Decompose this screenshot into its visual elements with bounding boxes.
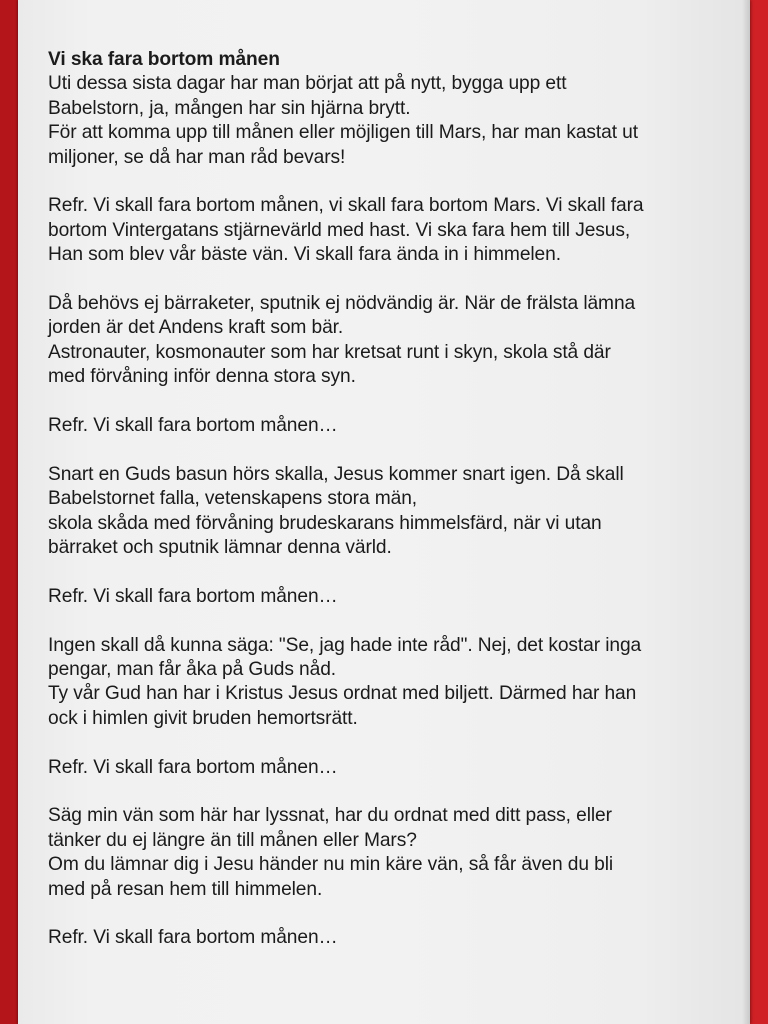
song-title: Vi ska fara bortom månen <box>48 49 280 70</box>
verse-5-line-4: med på resan hem till himmelen. <box>48 878 323 900</box>
stanza-gap <box>48 560 724 584</box>
verse-2-line-4: med förvåning inför denna stora syn. <box>48 366 356 388</box>
stanza-gap <box>48 731 724 755</box>
verse-5-line-3: Om du lämnar dig i Jesu händer nu min käre vän, så får även du bli <box>48 854 614 876</box>
verse-1-line-2: Babelstorn, ja, mången har sin hjärna brytt. <box>48 97 411 119</box>
song-text <box>48 48 724 951</box>
verse-3-line-3: skola skåda med förvåning brudeskarans himmelsfärd, när vi utan <box>48 512 602 534</box>
stanza-gap <box>48 170 724 194</box>
stanza-gap <box>48 609 724 633</box>
stanza-gap <box>48 902 724 926</box>
verse-1-line-1: Uti dessa sista dagar har man börjat att på nytt, bygga upp ett <box>48 73 567 95</box>
verse-3-line-1: Snart en Guds basun hörs skalla, Jesus kommer snart igen. Då skall <box>48 463 624 485</box>
page-edge-shadow <box>742 0 750 1024</box>
stanza-gap <box>48 438 724 462</box>
verse-1-line-3: För att komma upp till månen eller möjligen till Mars, har man kastat ut <box>48 122 638 144</box>
verse-5-line-1: Säg min vän som här har lyssnat, har du ordnat med ditt pass, eller <box>48 805 612 827</box>
verse-3-line-4: bärraket och sputnik lämnar denna värld. <box>48 537 392 559</box>
verse-4-line-1: Ingen skall då kunna säga: "Se, jag hade inte råd". Nej, det kostar inga <box>48 634 642 656</box>
verse-1-line-4: miljoner, se då har man råd bevars! <box>48 146 346 168</box>
verse-2-line-2: jorden är det Andens kraft som bär. <box>48 317 344 339</box>
stanza-gap <box>48 268 724 292</box>
refrain-reference-2: Refr. Vi skall fara bortom månen… <box>48 585 338 607</box>
verse-2-line-3: Astronauter, kosmonauter som har kretsat runt i skyn, skola stå där <box>48 341 611 363</box>
refrain-reference-4: Refr. Vi skall fara bortom månen… <box>48 927 338 949</box>
verse-5-line-2: tänker du ej längre än till månen eller Mars? <box>48 829 417 851</box>
refrain-reference-1: Refr. Vi skall fara bortom månen… <box>48 415 338 437</box>
stanza-gap <box>48 780 724 804</box>
verse-4-line-2: pengar, man får åka på Guds nåd. <box>48 659 337 681</box>
verse-2-line-1: Då behövs ej bärraketer, sputnik ej nödvändig är. När de frälsta lämna <box>48 293 636 315</box>
stanza-gap <box>48 390 724 414</box>
chorus-line-1: Refr. Vi skall fara bortom månen, vi skall fara bortom Mars. Vi skall fara <box>48 195 644 217</box>
verse-3-line-2: Babelstornet falla, vetenskapens stora män, <box>48 488 418 510</box>
chorus-line-3: Han som blev vår bäste vän. Vi skall fara ända in i himmelen. <box>48 244 561 266</box>
chorus-line-2: bortom Vintergatans stjärnevärld med hast. Vi ska fara hem till Jesus, <box>48 219 631 241</box>
verse-4-line-3: Ty vår Gud han har i Kristus Jesus ordnat med biljett. Därmed har han <box>48 683 637 705</box>
refrain-reference-3: Refr. Vi skall fara bortom månen… <box>48 756 338 778</box>
printed-page <box>18 0 750 1024</box>
verse-4-line-4: ock i himlen givit bruden hemortsrätt. <box>48 707 358 729</box>
